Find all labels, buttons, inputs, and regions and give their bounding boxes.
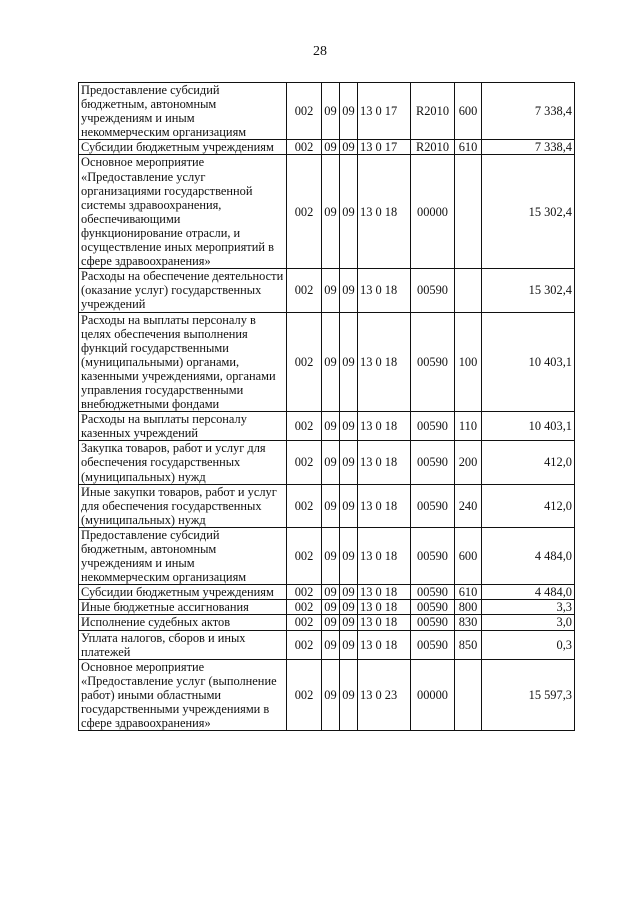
table-row [79, 412, 575, 441]
row-target-code-cell: 13 0 18 [358, 484, 411, 527]
row-sum-cell: 3,0 [482, 615, 575, 630]
row-expense-type-cell: 240 [455, 484, 482, 527]
row-subsection-cell: 09 [340, 615, 358, 630]
table-row [79, 585, 575, 600]
row-name-cell: Расходы на выплаты персоналу в целях обеспечения выполнения функций государственными (муниципальными) органами, казенными учреждениями, органами управления государственными внебюджетными фондами [79, 312, 287, 412]
row-sum-cell: 0,3 [482, 630, 575, 659]
row-grbs-cell: 002 [287, 585, 322, 600]
row-target-code-suffix-cell: R2010 [411, 140, 455, 155]
row-name-cell: Основное мероприятие «Предоставление услуг (выполнение работ) иными областными государственными учреждениями в сфере здравоохранения» [79, 659, 287, 730]
table-row [79, 140, 575, 155]
row-expense-type-cell: 600 [455, 527, 482, 584]
row-expense-type-cell: 830 [455, 615, 482, 630]
row-target-code-suffix-cell: 00000 [411, 659, 455, 730]
row-target-code-cell: 13 0 17 [358, 140, 411, 155]
row-name-cell: Иные закупки товаров, работ и услуг для обеспечения государственных (муниципальных) нужд [79, 484, 287, 527]
row-grbs-cell: 002 [287, 269, 322, 312]
row-section-cell: 09 [322, 600, 340, 615]
table-row [79, 615, 575, 630]
table-row [79, 630, 575, 659]
row-name-cell: Субсидии бюджетным учреждениям [79, 585, 287, 600]
row-grbs-cell: 002 [287, 140, 322, 155]
row-sum-cell: 412,0 [482, 441, 575, 484]
row-section-cell: 09 [322, 140, 340, 155]
row-name-cell: Расходы на выплаты персоналу казенных учреждений [79, 412, 287, 441]
row-grbs-cell: 002 [287, 600, 322, 615]
row-section-cell: 09 [322, 585, 340, 600]
row-subsection-cell: 09 [340, 630, 358, 659]
budget-table [78, 82, 575, 731]
row-target-code-suffix-cell: 00000 [411, 155, 455, 269]
row-target-code-cell: 13 0 18 [358, 527, 411, 584]
row-sum-cell: 4 484,0 [482, 585, 575, 600]
row-expense-type-cell [455, 155, 482, 269]
row-section-cell: 09 [322, 269, 340, 312]
row-section-cell: 09 [322, 155, 340, 269]
row-grbs-cell: 002 [287, 615, 322, 630]
row-target-code-cell: 13 0 18 [358, 312, 411, 412]
row-expense-type-cell: 600 [455, 83, 482, 140]
row-subsection-cell: 09 [340, 585, 358, 600]
row-section-cell: 09 [322, 484, 340, 527]
row-section-cell: 09 [322, 630, 340, 659]
row-subsection-cell: 09 [340, 600, 358, 615]
row-target-code-cell: 13 0 18 [358, 630, 411, 659]
table-row [79, 269, 575, 312]
table-row [79, 484, 575, 527]
row-grbs-cell: 002 [287, 630, 322, 659]
row-target-code-suffix-cell: 00590 [411, 484, 455, 527]
row-subsection-cell: 09 [340, 269, 358, 312]
row-section-cell: 09 [322, 615, 340, 630]
row-section-cell: 09 [322, 527, 340, 584]
row-name-cell: Предоставление субсидий бюджетным, автономным учреждениям и иным некоммерческим организациям [79, 527, 287, 584]
row-name-cell: Субсидии бюджетным учреждениям [79, 140, 287, 155]
row-target-code-suffix-cell: 00590 [411, 630, 455, 659]
row-target-code-suffix-cell: R2010 [411, 83, 455, 140]
row-target-code-suffix-cell: 00590 [411, 527, 455, 584]
row-section-cell: 09 [322, 83, 340, 140]
row-name-cell: Уплата налогов, сборов и иных платежей [79, 630, 287, 659]
row-sum-cell: 15 597,3 [482, 659, 575, 730]
row-expense-type-cell [455, 269, 482, 312]
row-subsection-cell: 09 [340, 484, 358, 527]
table-row [79, 83, 575, 140]
row-name-cell: Иные бюджетные ассигнования [79, 600, 287, 615]
row-target-code-cell: 13 0 18 [358, 441, 411, 484]
row-grbs-cell: 002 [287, 484, 322, 527]
row-target-code-suffix-cell: 00590 [411, 412, 455, 441]
row-subsection-cell: 09 [340, 441, 358, 484]
row-target-code-suffix-cell: 00590 [411, 600, 455, 615]
row-expense-type-cell: 110 [455, 412, 482, 441]
row-name-cell: Исполнение судебных актов [79, 615, 287, 630]
row-section-cell: 09 [322, 659, 340, 730]
row-target-code-suffix-cell: 00590 [411, 585, 455, 600]
row-section-cell: 09 [322, 312, 340, 412]
row-grbs-cell: 002 [287, 659, 322, 730]
row-target-code-suffix-cell: 00590 [411, 312, 455, 412]
row-section-cell: 09 [322, 441, 340, 484]
row-subsection-cell: 09 [340, 140, 358, 155]
row-sum-cell: 15 302,4 [482, 269, 575, 312]
row-subsection-cell: 09 [340, 312, 358, 412]
row-subsection-cell: 09 [340, 155, 358, 269]
row-subsection-cell: 09 [340, 412, 358, 441]
row-target-code-cell: 13 0 23 [358, 659, 411, 730]
row-grbs-cell: 002 [287, 527, 322, 584]
table-row [79, 312, 575, 412]
table-row [79, 441, 575, 484]
row-subsection-cell: 09 [340, 527, 358, 584]
row-expense-type-cell: 800 [455, 600, 482, 615]
row-grbs-cell: 002 [287, 412, 322, 441]
row-grbs-cell: 002 [287, 83, 322, 140]
row-subsection-cell: 09 [340, 659, 358, 730]
row-sum-cell: 7 338,4 [482, 140, 575, 155]
page-number: 28 [313, 44, 327, 59]
row-expense-type-cell: 850 [455, 630, 482, 659]
row-sum-cell: 3,3 [482, 600, 575, 615]
row-expense-type-cell: 100 [455, 312, 482, 412]
row-expense-type-cell: 610 [455, 140, 482, 155]
row-target-code-cell: 13 0 18 [358, 615, 411, 630]
row-sum-cell: 10 403,1 [482, 412, 575, 441]
row-expense-type-cell [455, 659, 482, 730]
table-row [79, 527, 575, 584]
row-sum-cell: 10 403,1 [482, 312, 575, 412]
row-sum-cell: 412,0 [482, 484, 575, 527]
row-target-code-cell: 13 0 18 [358, 155, 411, 269]
row-sum-cell: 7 338,4 [482, 83, 575, 140]
row-target-code-suffix-cell: 00590 [411, 441, 455, 484]
table-row [79, 600, 575, 615]
row-expense-type-cell: 200 [455, 441, 482, 484]
row-expense-type-cell: 610 [455, 585, 482, 600]
table-row [79, 155, 575, 269]
row-name-cell: Закупка товаров, работ и услуг для обеспечения государственных (муниципальных) нужд [79, 441, 287, 484]
row-sum-cell: 4 484,0 [482, 527, 575, 584]
row-target-code-cell: 13 0 17 [358, 83, 411, 140]
row-grbs-cell: 002 [287, 441, 322, 484]
row-target-code-cell: 13 0 18 [358, 412, 411, 441]
row-grbs-cell: 002 [287, 155, 322, 269]
row-target-code-suffix-cell: 00590 [411, 615, 455, 630]
table-row [79, 659, 575, 730]
row-target-code-cell: 13 0 18 [358, 600, 411, 615]
row-target-code-cell: 13 0 18 [358, 269, 411, 312]
row-target-code-cell: 13 0 18 [358, 585, 411, 600]
row-section-cell: 09 [322, 412, 340, 441]
row-subsection-cell: 09 [340, 83, 358, 140]
row-name-cell: Расходы на обеспечение деятельности (оказание услуг) государственных учреждений [79, 269, 287, 312]
row-target-code-suffix-cell: 00590 [411, 269, 455, 312]
row-name-cell: Основное мероприятие «Предоставление услуг организациями государственной системы здравоохранения, обеспечивающими функционирование отрасли, и осуществление иных мероприятий в сфере здравоохранения» [79, 155, 287, 269]
row-name-cell: Предоставление субсидий бюджетным, автономным учреждениям и иным некоммерческим организациям [79, 83, 287, 140]
row-sum-cell: 15 302,4 [482, 155, 575, 269]
row-grbs-cell: 002 [287, 312, 322, 412]
